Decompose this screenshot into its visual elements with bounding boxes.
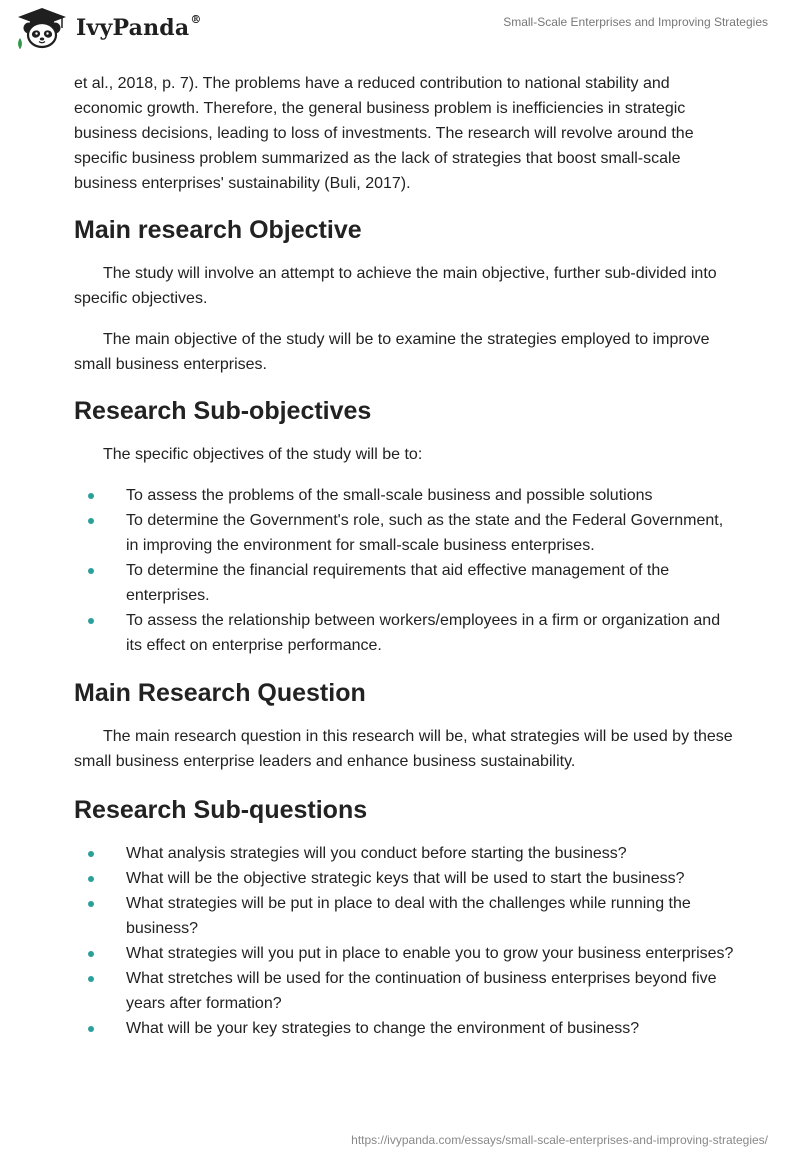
bullet-dot-icon bbox=[88, 851, 94, 857]
list-item bbox=[126, 841, 734, 866]
bullet-dot-icon bbox=[88, 951, 94, 957]
document-title: Small-Scale Enterprises and Improving Strategies bbox=[503, 15, 768, 29]
list-item-text: What will be your key strategies to change the environment of business? bbox=[126, 1020, 640, 1037]
page-header bbox=[0, 0, 800, 64]
bullet-dot-icon bbox=[88, 568, 94, 574]
paragraph: The main objective of the study will be to examine the strategies employed to improve small business enterprises. bbox=[74, 331, 710, 373]
list-item bbox=[126, 483, 734, 508]
section-heading-sub-questions: Research Sub-questions bbox=[74, 796, 368, 824]
list-item-text: To determine the financial requirements that aid effective management of the enterprises. bbox=[126, 562, 670, 604]
source-url-link[interactable]: https://ivypanda.com/essays/small-scale-enterprises-and-improving-strategies/ bbox=[351, 1133, 768, 1147]
list-item-text: What will be the objective strategic keys that will be used to start the business? bbox=[126, 870, 685, 887]
list-item-text: What analysis strategies will you conduct before starting the business? bbox=[126, 845, 627, 862]
bullet-dot-icon bbox=[88, 976, 94, 982]
sub-questions-list bbox=[74, 841, 734, 1041]
list-item-text: To assess the problems of the small-scale business and possible solutions bbox=[126, 487, 653, 504]
list-item bbox=[126, 1016, 734, 1041]
list-item-text: What strategies will you put in place to enable you to grow your business enterprises? bbox=[126, 945, 734, 962]
bullet-dot-icon bbox=[88, 493, 94, 499]
list-item bbox=[126, 941, 734, 966]
bullet-dot-icon bbox=[88, 901, 94, 907]
panda-logo-icon bbox=[14, 6, 70, 50]
list-item-text: To determine the Government's role, such as the state and the Federal Government, in improving the environment for small-scale business enterprises. bbox=[126, 512, 724, 554]
paragraph: The main research question in this research will be, what strategies will be used by these small business enterprise leaders and enhance business sustainability. bbox=[74, 728, 733, 770]
list-item bbox=[126, 866, 734, 891]
list-item bbox=[126, 891, 734, 941]
bullet-dot-icon bbox=[88, 618, 94, 624]
list-item bbox=[126, 608, 734, 658]
list-item-text: What stretches will be used for the continuation of business enterprises beyond five years after formation? bbox=[126, 970, 717, 1012]
list-item-text: What strategies will be put in place to deal with the challenges while running the business? bbox=[126, 895, 691, 937]
bullet-dot-icon bbox=[88, 876, 94, 882]
list-item bbox=[126, 558, 734, 608]
section-heading-main-objective: Main research Objective bbox=[74, 216, 362, 244]
bullet-dot-icon bbox=[88, 1026, 94, 1032]
registered-mark: ® bbox=[190, 13, 202, 26]
logo-text: IvyPanda bbox=[76, 15, 190, 41]
list-item bbox=[126, 966, 734, 1016]
essay-content bbox=[74, 71, 734, 1060]
list-item-text: To assess the relationship between workers/employees in a firm or organization and its effect on enterprise performance. bbox=[126, 612, 721, 654]
intro-paragraph: et al., 2018, p. 7). The problems have a reduced contribution to national stability and economic growth. Therefore, the general business problem is inefficiencies in strategic business decisions, leading to loss of investments. The research will revolve around the specific business problem summarized as the lack of strategies that boost small-scale business enterprises' sustainability (Buli, 2017). bbox=[74, 75, 694, 192]
bullet-dot-icon bbox=[88, 518, 94, 524]
paragraph: The study will involve an attempt to achieve the main objective, further sub-divided into specific objectives. bbox=[74, 265, 717, 307]
paragraph: The specific objectives of the study will be to: bbox=[103, 446, 423, 463]
section-heading-main-question: Main Research Question bbox=[74, 679, 366, 707]
logo-wordmark bbox=[76, 15, 202, 41]
sub-objectives-list bbox=[74, 483, 734, 658]
ivypanda-logo[interactable] bbox=[14, 6, 202, 50]
section-heading-sub-objectives: Research Sub-objectives bbox=[74, 397, 372, 425]
list-item bbox=[126, 508, 734, 558]
